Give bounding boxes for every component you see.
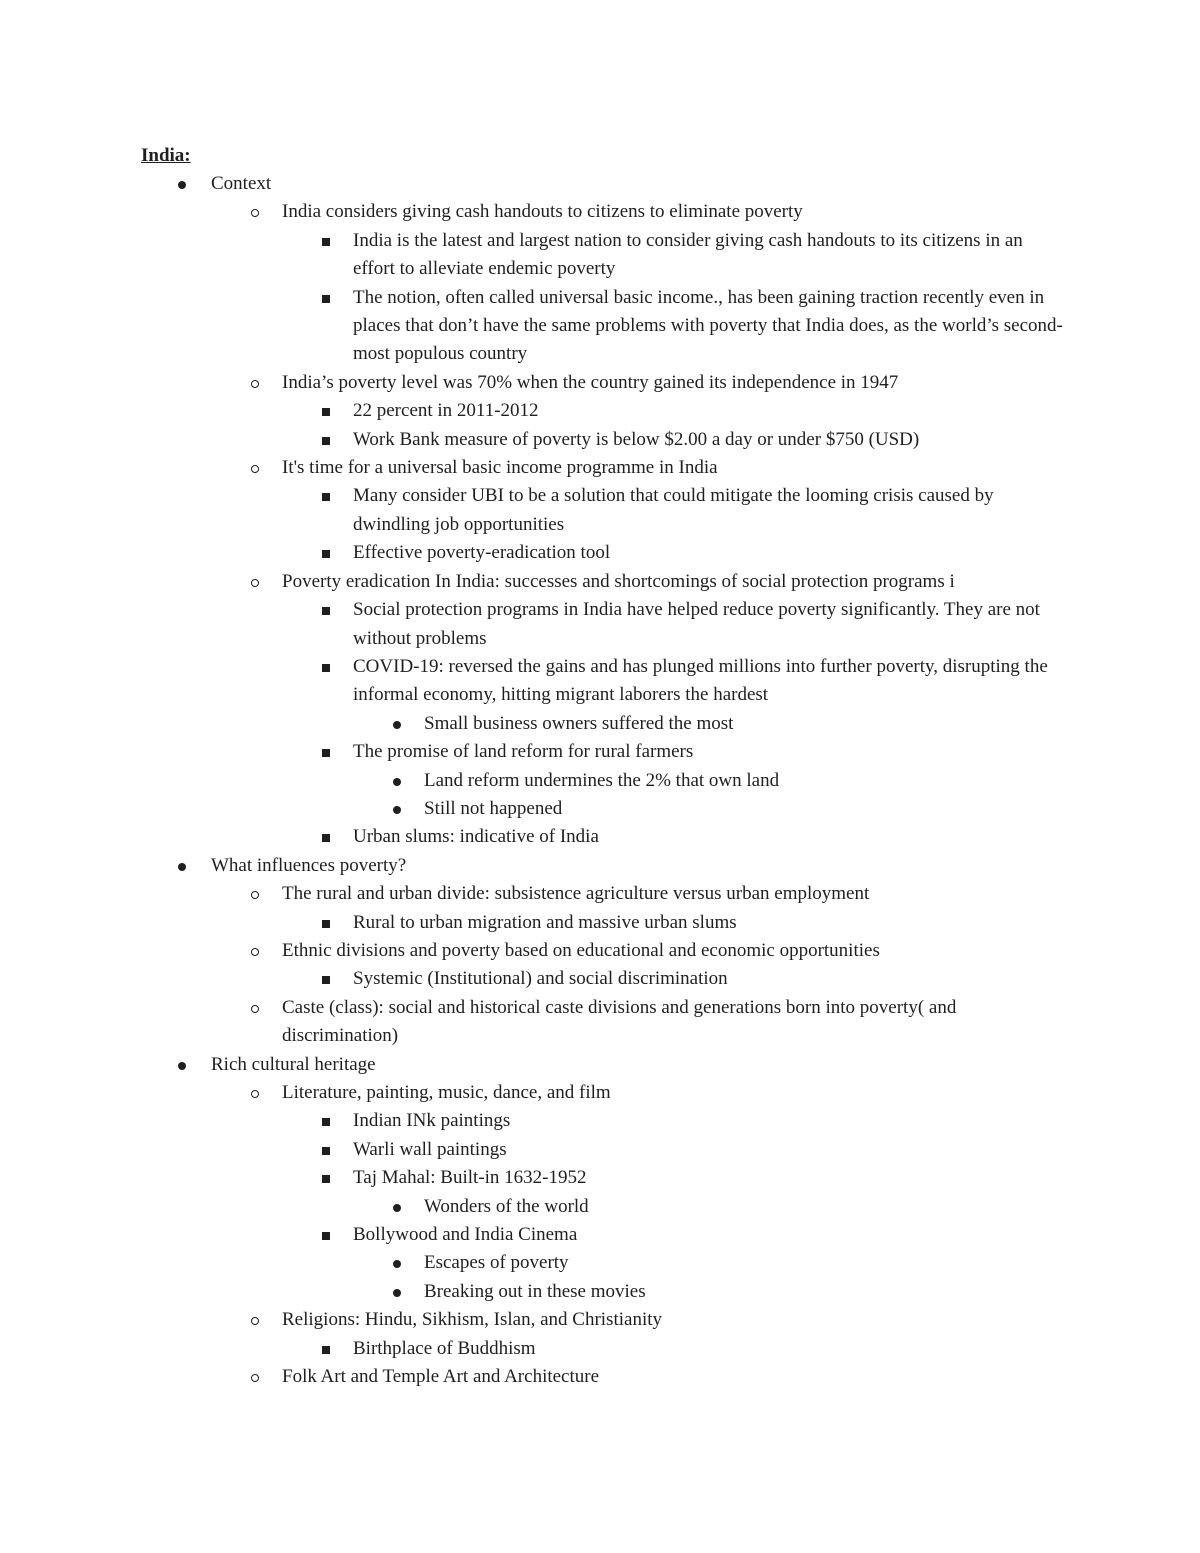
outline-item-text: Folk Art and Temple Art and Architecture	[282, 1366, 600, 1388]
outline-item-text: Systemic (Institutional) and social discrimination	[353, 968, 728, 990]
outline-item-level-2	[0, 1079, 1200, 1107]
outline-item-text: Indian INk paintings	[353, 1110, 511, 1132]
square-bullet-icon	[316, 1136, 336, 1164]
outline-item-text: What influences poverty?	[211, 854, 407, 876]
outline-item-text: Birthplace of Buddhism	[353, 1337, 536, 1359]
outline-item-level-4	[0, 710, 1200, 738]
outline-item-level-1	[0, 170, 1200, 198]
outline-item-text: Work Bank measure of poverty is below $2.00 a day or under $750 (USD)	[353, 428, 920, 450]
outline-item-level-2	[0, 1363, 1200, 1391]
outline-item-text: Effective poverty-eradication tool	[353, 542, 611, 564]
square-bullet-icon	[316, 909, 336, 937]
square-bullet-icon	[316, 1164, 336, 1192]
outline-item-text: Caste (class): social and historical caste divisions and generations born into poverty( and discrimination)	[282, 996, 957, 1047]
disc-bullet-icon	[387, 795, 407, 823]
outline-item-level-2	[0, 568, 1200, 596]
outline-item-text: Bollywood and India Cinema	[353, 1224, 578, 1246]
outline-item-level-4	[0, 1193, 1200, 1221]
outline-item-text: Religions: Hindu, Sikhism, Islan, and Christianity	[282, 1309, 662, 1331]
outline-item-text: Literature, painting, music, dance, and film	[282, 1082, 611, 1103]
outline-item-level-3	[0, 653, 1200, 710]
outline-item-level-2	[0, 369, 1200, 397]
square-bullet-icon	[316, 397, 336, 425]
outline-item-level-3	[0, 1136, 1200, 1164]
outline-item-level-4	[0, 1278, 1200, 1306]
outline-item-level-3	[0, 738, 1200, 766]
outline-item-level-3	[0, 1164, 1200, 1192]
outline-item-level-1	[0, 1051, 1200, 1079]
outline-item-level-2	[0, 1306, 1200, 1334]
outline-item-level-3	[0, 1335, 1200, 1363]
outline-item-text: Wonders of the world	[424, 1195, 589, 1217]
outline-item-level-3	[0, 823, 1200, 851]
outline-item-level-3	[0, 539, 1200, 567]
outline-item-text: Ethnic divisions and poverty based on educational and economic opportunities	[282, 939, 880, 961]
square-bullet-icon	[316, 738, 336, 766]
outline-item-level-3	[0, 227, 1200, 284]
circle-bullet-icon	[245, 937, 265, 965]
outline-item-text: Urban slums: indicative of India	[353, 826, 599, 848]
square-bullet-icon	[316, 596, 336, 624]
outline-item-level-3	[0, 397, 1200, 425]
outline-item-text: India’s poverty level was 70% when the country gained its independence in 1947	[282, 371, 899, 393]
outline-item-text: 22 percent in 2011-2012	[353, 400, 539, 422]
outline-item-text: It's time for a universal basic income programme in India	[282, 457, 718, 479]
outline-item-text: Rural to urban migration and massive urban slums	[353, 911, 737, 933]
disc-bullet-icon	[387, 1193, 407, 1221]
circle-bullet-icon	[245, 369, 265, 397]
outline-item-text: Land reform undermines the 2% that own land	[424, 769, 780, 791]
outline-item-text: Small business owners suffered the most	[424, 712, 734, 734]
outline-item-level-2	[0, 454, 1200, 482]
outline-item-level-4	[0, 1249, 1200, 1277]
disc-bullet-icon	[387, 1249, 407, 1277]
disc-bullet-icon	[172, 852, 192, 880]
square-bullet-icon	[316, 482, 336, 510]
square-bullet-icon	[316, 539, 336, 567]
outline-item-level-4	[0, 767, 1200, 795]
outline-item-level-3	[0, 596, 1200, 653]
square-bullet-icon	[316, 1335, 336, 1363]
square-bullet-icon	[316, 653, 336, 681]
outline-item-text: COVID-19: reversed the gains and has plunged millions into further poverty, disrupting the informal economy, hitting migrant laborers the hardest	[353, 655, 1048, 706]
circle-bullet-icon	[245, 880, 265, 908]
square-bullet-icon	[316, 227, 336, 255]
disc-bullet-icon	[172, 1051, 192, 1079]
outline-item-text: Still not happened	[424, 797, 563, 819]
outline-item-level-3	[0, 284, 1200, 369]
outline-item-text: The rural and urban divide: subsistence agriculture versus urban employment	[282, 883, 870, 905]
outline-item-level-2	[0, 937, 1200, 965]
outline-item-text: Breaking out in these movies	[424, 1280, 646, 1302]
outline-item-level-3	[0, 909, 1200, 937]
outline-item-level-3	[0, 1221, 1200, 1249]
outline-item-text: Social protection programs in India have helped reduce poverty significantly. They are not without problems	[353, 599, 1040, 649]
circle-bullet-icon	[245, 1079, 265, 1107]
disc-bullet-icon	[387, 1278, 407, 1306]
outline-item-text: Warli wall paintings	[353, 1138, 507, 1160]
outline-item-text: Escapes of poverty	[424, 1252, 569, 1274]
outline-item-text: Poverty eradication In India: successes and shortcomings of social protection programs i	[282, 570, 955, 592]
outline-item-level-2	[0, 198, 1200, 226]
outline-list	[0, 170, 1200, 1391]
outline-item-level-3	[0, 426, 1200, 454]
outline-item-text: India is the latest and largest nation to consider giving cash handouts to its citizens in an effort to alleviate endemic poverty	[353, 229, 1023, 280]
outline-item-text: Many consider UBI to be a solution that could mitigate the looming crisis caused by dwindling job opportunities	[353, 485, 994, 535]
outline-item-level-2	[0, 994, 1200, 1051]
outline-item-text: Context	[211, 173, 272, 194]
document-title: India:	[141, 145, 191, 166]
outline-item-text: India considers giving cash handouts to citizens to eliminate poverty	[282, 201, 803, 223]
square-bullet-icon	[316, 284, 336, 312]
square-bullet-icon	[316, 426, 336, 454]
disc-bullet-icon	[387, 767, 407, 795]
outline-item-level-3	[0, 965, 1200, 993]
square-bullet-icon	[316, 1107, 336, 1135]
outline-item-text: Rich cultural heritage	[211, 1053, 376, 1075]
outline-item-text: The notion, often called universal basic income., has been gaining traction recently even in places that don’t have the same problems with poverty that India does, as the world’s second-most populous country	[353, 286, 1063, 365]
square-bullet-icon	[316, 823, 336, 851]
disc-bullet-icon	[387, 710, 407, 738]
circle-bullet-icon	[245, 1306, 265, 1334]
disc-bullet-icon	[172, 170, 192, 198]
outline-item-level-2	[0, 880, 1200, 908]
outline-item-level-1	[0, 852, 1200, 880]
circle-bullet-icon	[245, 1363, 265, 1391]
outline-item-level-3	[0, 1107, 1200, 1135]
circle-bullet-icon	[245, 198, 265, 226]
circle-bullet-icon	[245, 454, 265, 482]
square-bullet-icon	[316, 965, 336, 993]
outline-item-text: The promise of land reform for rural farmers	[353, 741, 694, 763]
circle-bullet-icon	[245, 994, 265, 1022]
outline-item-level-4	[0, 795, 1200, 823]
square-bullet-icon	[316, 1221, 336, 1249]
outline-item-level-3	[0, 482, 1200, 539]
circle-bullet-icon	[245, 568, 265, 596]
outline-item-text: Taj Mahal: Built-in 1632-1952	[353, 1167, 587, 1189]
